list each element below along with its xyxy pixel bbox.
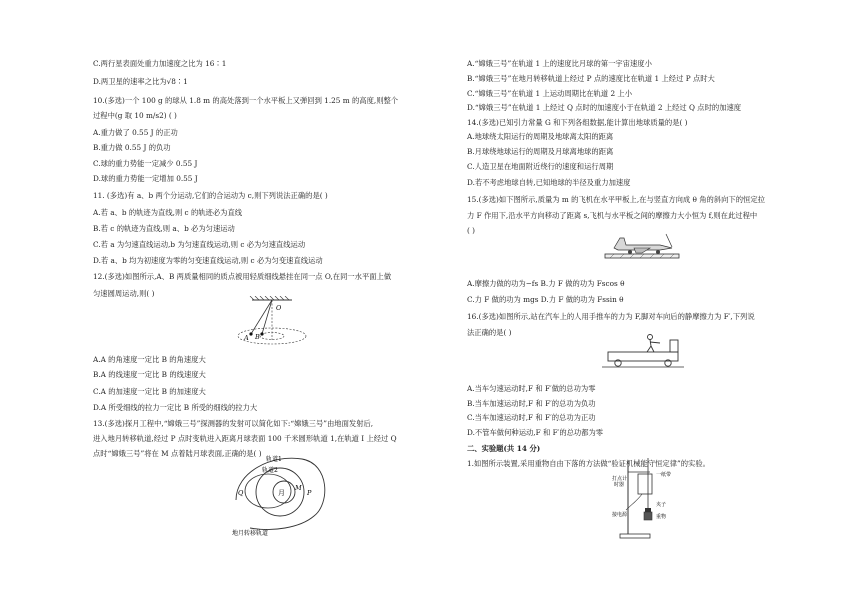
text-line: D.若不考虑地球自转,已知地球的半径及重力加速度 (467, 178, 631, 187)
text-line: C.当车加速运动时,F 和 F′的总功为正功 (467, 413, 596, 422)
text-line: 10.(多选)一个 100 g 的球从 1.8 m 的高处落到一个水平板上又弹回到 1.25 m 的高度,则整个 (93, 96, 399, 105)
text-line: C.力 F 做的功为 mgs D.力 F 做的功为 Fssin θ (467, 295, 624, 304)
text-line: B.“嫦娥三号”在地月转移轨道上经过 P 点的速度比在轨道 1 上经过 P 点时大 (467, 74, 715, 83)
label-weight: 重物 (656, 514, 667, 520)
cart-front-wall (670, 340, 678, 352)
text-line: 12.(多选)如图所示,A、B 两质量相同的质点被用轻质细线悬挂在同一点 O,在同一水平面上做 (93, 272, 392, 281)
label-b: B (255, 333, 260, 341)
label-timer-2: 时器 (614, 482, 625, 488)
label-track2: 轨道2 (262, 467, 278, 474)
text-line: C.若 a 为匀速直线运动,b 为匀速直线运动,则 c 必为匀速直线运动 (93, 240, 306, 249)
airplane-figure (604, 230, 680, 264)
wheel-rear (628, 250, 632, 254)
label-track1: 轨道1 (266, 456, 282, 463)
text-line: C.人造卫星在地面附近绕行的速度和运行周期 (467, 162, 614, 171)
text-line: D.球的重力势能一定增加 0.55 J (93, 174, 198, 183)
text-line: D.“嫦娥三号”在轨道 1 上经过 Q 点时的加速度小于在轨道 2 上经过 Q 点时的加速度 (467, 103, 742, 112)
orbit-figure (222, 454, 340, 538)
text-line: A.地球绕太阳运行的周期及地球离太阳的距离 (467, 132, 614, 141)
pendulum-figure (230, 296, 330, 351)
text-line: C.A 的加速度一定比 B 的加速度大 (93, 387, 206, 396)
text-line: 16.(多选)如图所示,站在汽车上的人用手推车的力为 F,脚对车向后的静摩擦力为 F′,下列说 (467, 312, 755, 321)
label-transfer: 地月转移轨道 (232, 530, 269, 537)
mass-a (249, 332, 252, 335)
text-line: C.球的重力势能一定减少 0.55 J (93, 159, 198, 168)
text-line: 法正确的是( ) (467, 328, 512, 337)
text-line: A.摩擦力做的功为−fs B.力 F 做的功为 Fscos θ (467, 279, 625, 288)
string-b (262, 300, 272, 334)
text-line: D.若 a、b 均为初速度为零的匀变速直线运动,则 c 必为匀变速直线运动 (93, 256, 323, 265)
timer-box (638, 474, 652, 494)
stand-base (620, 534, 650, 538)
text-line: 15.(多选)如下图所示,质量为 m 的飞机在水平甲板上,在与竖直方向成 θ 角的斜向下的恒定拉 (467, 195, 765, 204)
text-line: B.当车加速运动时,F 和 F′的总功为负功 (467, 399, 596, 408)
text-line: B.重力做 0.55 J 的负功 (93, 143, 171, 152)
wheel-front (656, 250, 660, 254)
airplane-wing (634, 248, 650, 253)
label-p: P (307, 489, 312, 497)
text-line: A.当车匀速运动时,F 和 F′做的总功为零 (467, 384, 596, 393)
text-line: D.不管车做何种运动,F 和 F′的总功都为零 (467, 428, 604, 437)
label-o: O (276, 304, 282, 312)
text-line: B.A 的线速度一定比 B 的线速度大 (93, 370, 206, 379)
text-line: 匀速圆周运动,则( ) (93, 289, 155, 298)
clip (645, 508, 651, 512)
text-line: C.两行星表面处重力加速度之比为 16∶1 (93, 59, 227, 68)
text-line: 13.(多选)探月工程中,“嫦娥三号”探测器的发射可以简化如下:“嫦娥三号”由地面发射后, (93, 419, 374, 428)
text-line: D.两卫星的速率之比为√8∶1 (93, 77, 188, 86)
text-line: 点时“嫦娥三号”将在 M 点着陆月球表面,正确的是( ) (93, 449, 262, 458)
text-line: B.月球绕地球运行的周期及月球离地球的距离 (467, 147, 614, 156)
text-line: A.重力做了 0.55 J 的正功 (93, 128, 178, 137)
text-line: 1.如图所示装置,采用重物自由下落的方法做“验证机械能守恒定律”的实验。 (467, 459, 710, 468)
label-m: M (295, 484, 302, 492)
force-line (666, 234, 672, 247)
label-moon: 月 (278, 489, 285, 497)
text-line: D.A 所受细线的拉力一定比 B 所受的细线的拉力大 (93, 403, 258, 412)
cart-figure (602, 330, 684, 370)
section-heading: 二、实验题(共 14 分) (467, 444, 541, 453)
text-line: C.“嫦娥三号”在轨道 1 上运动周期比在轨道 2 上小 (467, 89, 633, 98)
text-line: 进入地月转移轨道,经过 P 点时变轨进入距离月球表面 100 千米圆形轨道 1,在轨道 I 上经过 Q (93, 434, 397, 443)
label-q: Q (238, 489, 244, 497)
text-line: 力 F 作用下,沿水平方向移动了距离 s,飞机与水平板之间的摩擦力大小恒为 f,则在此过程中 (467, 211, 758, 220)
label-tape: 一纸带 (656, 472, 672, 478)
text-line: 过程中(g 取 10 m/s2) ( ) (93, 111, 177, 120)
label-timer-1: 打点计 (612, 476, 628, 482)
label-power: 接电源 (612, 512, 628, 518)
text-line: B.若 c 的轨迹为直线,则 a、b 必为匀速运动 (93, 224, 235, 233)
text-line: 14.(多选)已知引力常量 G 和下列各组数据,能计算出地球质量的是( ) (467, 118, 688, 127)
string-a (251, 300, 272, 334)
text-line: 11. (多选)有 a、b 两个分运动,它们的合运动为 c,则下列说法正确的是( ) (93, 191, 328, 200)
text-line: ( ) (467, 226, 476, 235)
text-line: A.若 a、b 的轨迹为直线,则 c 的轨迹必为直线 (93, 208, 243, 217)
apparatus-figure (612, 454, 704, 540)
label-clip: 夹子 (656, 502, 667, 508)
label-a: A (244, 334, 249, 342)
ceiling-hatch (250, 296, 289, 300)
person-figure (647, 335, 660, 353)
text-line: A.A 的角速度一定比 B 的角速度大 (93, 355, 206, 364)
text-line: A.“嫦娥三号”在轨道 1 上的速度比月球的第一宇宙速度小 (467, 59, 652, 68)
weight (644, 512, 652, 520)
mass-b (260, 332, 263, 335)
